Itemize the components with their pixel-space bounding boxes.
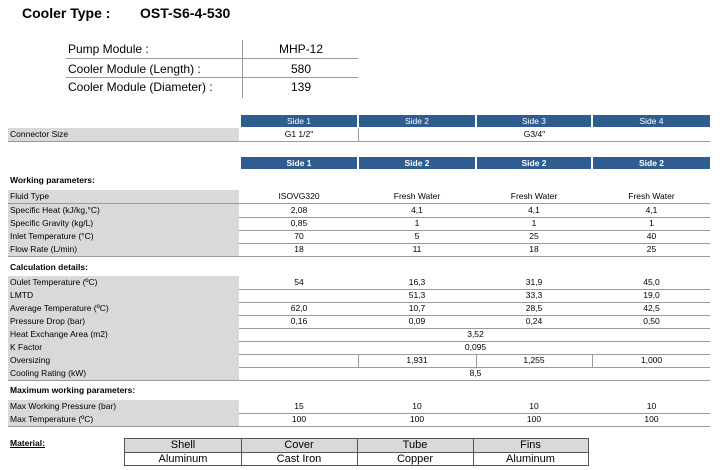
cell: 0,16: [290, 316, 308, 326]
table-row: [8, 354, 710, 368]
cooler-length-value: 580: [290, 62, 312, 76]
cell: 3,52: [467, 329, 484, 339]
table-row: [8, 400, 710, 414]
cell: 1: [531, 218, 537, 228]
connector-header-side4: Side 4: [593, 115, 710, 127]
cell: 15: [294, 401, 304, 411]
table-row: [8, 302, 710, 316]
cell: 4,1: [645, 205, 658, 215]
table-row: [8, 230, 710, 244]
table-row: [8, 413, 710, 427]
cell: 31,9: [525, 277, 543, 287]
cell: 10: [412, 401, 422, 411]
cell: 0,85: [290, 218, 308, 228]
cell: 33,3: [525, 290, 543, 300]
connector-row: [8, 128, 710, 142]
cell: Fresh Water: [510, 191, 558, 201]
cell: 0,50: [643, 316, 660, 326]
cooler-type-value: OST-S6-4-530: [140, 5, 231, 21]
row-label: LMTD: [8, 289, 239, 302]
table-row: [8, 243, 710, 257]
material-label: Material:: [10, 438, 45, 448]
cell: 4,1: [411, 205, 423, 215]
cell: 18: [529, 244, 539, 254]
main-header-side2: Side 2: [359, 157, 475, 169]
cell: 100: [526, 414, 542, 424]
row-label: Average Temperature (ºC): [8, 302, 239, 315]
cell: 28,5: [525, 303, 543, 313]
row-label: Inlet Temperature (°C): [8, 230, 239, 243]
info-separator: [66, 58, 358, 59]
material-tube: Copper: [396, 453, 434, 465]
cooler-diameter-label: Cooler Module (Diameter) :: [68, 80, 213, 94]
cell: [241, 289, 357, 302]
connector-header-side3: Side 3: [477, 115, 591, 127]
cell: 10,7: [408, 303, 426, 313]
material-cover: Cast Iron: [276, 453, 322, 465]
cell: 8,5: [469, 368, 482, 378]
pump-module-value: MHP-12: [278, 42, 323, 56]
cell: 100: [409, 414, 425, 424]
info-separator: [66, 77, 358, 78]
material-header-cover: Cover: [241, 439, 357, 453]
cell: 1,931: [406, 355, 428, 365]
main-header-side2c: Side 2: [593, 157, 710, 169]
cooler-diameter-value: 139: [290, 80, 312, 94]
row-label: Flow Rate (L/min): [8, 243, 239, 256]
row-label: Oversizing: [8, 354, 239, 367]
table-row: [8, 190, 710, 204]
row-label: Specific Gravity (kg/L): [8, 217, 239, 230]
section-working: Working parameters:: [10, 175, 95, 185]
cell: 1,000: [640, 355, 663, 365]
cell: 100: [644, 414, 659, 424]
table-row: [8, 204, 710, 218]
cell: 25: [529, 231, 539, 241]
pump-module-label: Pump Module :: [68, 42, 149, 56]
table-row: [8, 289, 710, 303]
main-header-side1: Side 1: [241, 157, 357, 169]
cell: 25: [646, 244, 657, 254]
cell: 18: [294, 244, 304, 254]
connector-side234: G3/4": [523, 129, 546, 139]
material-header-fins: Fins: [473, 439, 588, 453]
cell: 42,5: [643, 303, 660, 313]
row-label: Pressure Drop (bar): [8, 315, 239, 328]
section-max: Maximum working parameters:: [10, 385, 136, 395]
connector-side1: G1 1/2": [284, 129, 314, 139]
cell: 1: [649, 218, 654, 228]
connector-size-label: Connector Size: [8, 128, 239, 141]
material-fins: Aluminum: [506, 453, 555, 465]
section-calc: Calculation details:: [10, 262, 88, 272]
row-label: Oulet Temperature (ºC): [8, 276, 239, 289]
row-label: Max Temperature (ºC): [8, 413, 239, 426]
table-row: [8, 328, 710, 342]
row-label: Fluid Type: [8, 190, 239, 203]
info-divider: [242, 40, 243, 98]
cell: 0,24: [525, 316, 543, 326]
cell: Fresh Water: [393, 191, 441, 201]
table-row: [8, 315, 710, 329]
table-row: [8, 276, 710, 290]
row-label: Max Working Pressure (bar): [8, 400, 239, 413]
table-row: [8, 341, 710, 355]
cell: 0,09: [408, 316, 426, 326]
cell: 16,3: [408, 277, 426, 287]
cooler-type-label: Cooler Type :: [22, 5, 111, 21]
cell: 10: [646, 401, 657, 411]
cooler-length-label: Cooler Module (Length) :: [68, 62, 201, 76]
cell: 45,0: [643, 277, 660, 287]
table-row: [8, 367, 710, 381]
cell: 70: [294, 231, 304, 241]
cell: 1,255: [523, 355, 545, 365]
material-table: [124, 438, 589, 466]
cell: 40: [646, 231, 657, 241]
table-row: [8, 217, 710, 231]
connector-header-side1: Side 1: [241, 115, 357, 127]
cell: 54: [294, 277, 304, 287]
cell: 5: [414, 231, 420, 241]
cell: 11: [412, 244, 422, 254]
main-header-side2b: Side 2: [477, 157, 591, 169]
row-label: Heat Exchange Area (m2): [8, 328, 239, 341]
cell: 10: [529, 401, 539, 411]
cell: 62,0: [290, 303, 308, 313]
cell: 2,08: [290, 205, 308, 215]
cell: Fresh Water: [628, 191, 675, 201]
row-label: K Factor: [8, 341, 239, 354]
cell: 51,3: [408, 290, 426, 300]
cell: 19,0: [643, 290, 660, 300]
cell: [241, 354, 357, 367]
material-shell: Aluminum: [158, 453, 208, 465]
cell: 4,1: [528, 205, 540, 215]
material-header-tube: Tube: [357, 439, 473, 453]
row-label: Specific Heat (kJ/kg,°C): [8, 204, 239, 217]
cell: ISOVG320: [278, 191, 320, 201]
cell: 1: [414, 218, 420, 228]
cell: 100: [291, 414, 307, 424]
material-header-shell: Shell: [125, 439, 241, 453]
row-label: Cooling Rating (kW): [8, 367, 239, 380]
cell: 0,095: [464, 342, 487, 352]
connector-header-side2: Side 2: [359, 115, 475, 127]
